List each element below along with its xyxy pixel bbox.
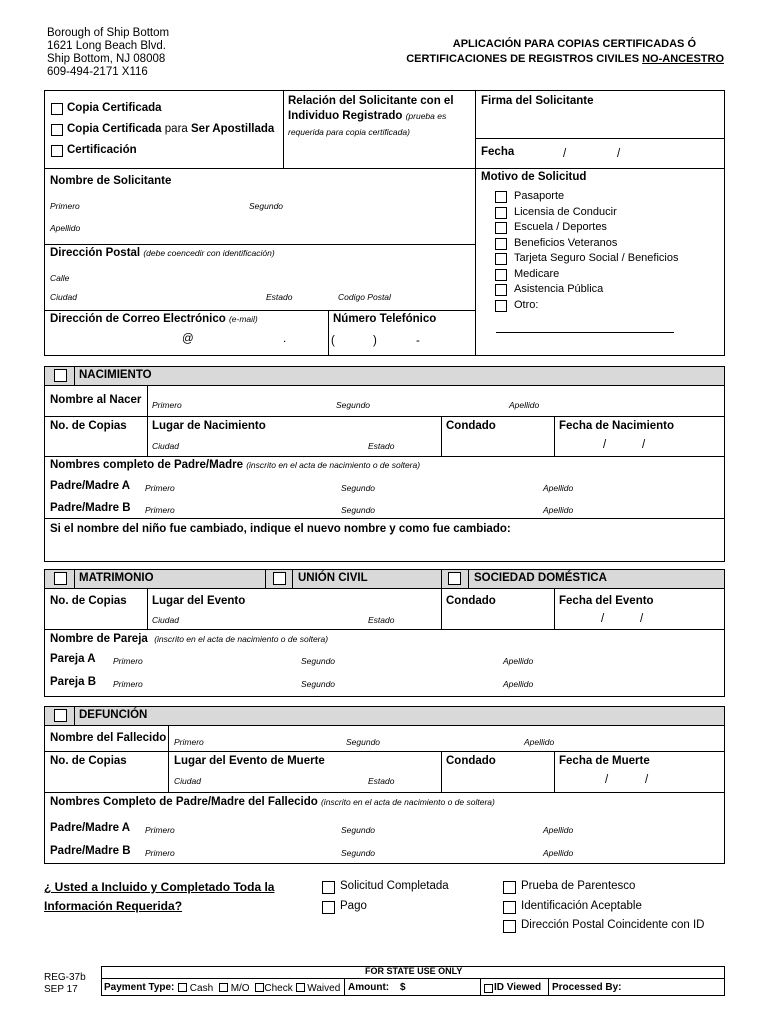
checklist-checkbox[interactable] xyxy=(322,881,335,894)
checklist-item: Solicitud Completada xyxy=(340,880,449,892)
union-civil-checkbox[interactable] xyxy=(273,572,286,585)
middle-name-hint: Segundo xyxy=(341,505,376,515)
reason-label-medicare: Medicare xyxy=(514,267,560,280)
office-address xyxy=(47,27,169,79)
postal-address-label-text: Dirección Postal xyxy=(50,247,141,259)
copia-certificada-checkbox[interactable] xyxy=(51,103,63,115)
parent-a-label: Padre/Madre A xyxy=(50,480,131,492)
divider xyxy=(44,244,475,245)
pair-label xyxy=(50,633,328,645)
phone-open: ( xyxy=(331,335,335,347)
first-name-hint: Primero xyxy=(174,737,204,747)
pair-b-label: Pareja B xyxy=(50,676,97,688)
date-separator: / xyxy=(617,148,621,160)
nacimiento-title: NACIMIENTO xyxy=(79,369,152,381)
address-line: Ship Bottom, NJ 08008 xyxy=(47,53,166,65)
middle-name-hint: Segundo xyxy=(341,848,376,858)
state-hint: Estado xyxy=(368,776,395,786)
divider xyxy=(44,310,475,311)
divider xyxy=(441,751,442,792)
form-title xyxy=(406,37,724,67)
divider xyxy=(475,168,725,169)
divider xyxy=(44,168,475,169)
checklist-item: Identificación Aceptable xyxy=(521,900,642,912)
divider xyxy=(283,90,284,168)
apostillada-label-c: Ser Apostillada xyxy=(191,123,275,135)
divider xyxy=(44,792,725,793)
processed-by-label: Processed By: xyxy=(552,982,622,993)
divider xyxy=(468,569,469,589)
reason-checkbox[interactable] xyxy=(495,222,507,234)
divider xyxy=(475,90,476,356)
state-use-title: FOR STATE USE ONLY xyxy=(365,966,463,976)
street-hint: Calle xyxy=(50,273,70,283)
id-viewed-checkbox[interactable] xyxy=(484,984,493,993)
death-date-label: Fecha de Muerte xyxy=(559,755,650,767)
middle-name-hint: Segundo xyxy=(341,483,376,493)
checklist-checkbox[interactable] xyxy=(503,901,516,914)
last-name-hint: Apellido xyxy=(503,679,534,689)
divider xyxy=(441,569,442,589)
divider xyxy=(101,978,725,979)
divider xyxy=(554,589,555,629)
waived-checkbox[interactable] xyxy=(296,983,305,992)
email-dot: . xyxy=(283,333,287,345)
relation-label-line2 xyxy=(288,110,446,122)
birth-parents-label xyxy=(50,459,420,471)
divider xyxy=(441,589,442,629)
reason-checkbox[interactable] xyxy=(495,207,507,219)
middle-name-hint: Segundo xyxy=(346,737,381,747)
middle-name-hint: Segundo xyxy=(301,679,336,689)
divider xyxy=(147,386,148,416)
apostillada-label-a: Copia Certificada xyxy=(67,123,162,135)
pair-label-text: Nombre de Pareja xyxy=(50,633,148,645)
id-viewed-label: ID Viewed xyxy=(494,982,542,993)
city-hint: Ciudad xyxy=(152,441,179,451)
city-hint: Ciudad xyxy=(174,776,201,786)
pay-waived-label: Waived xyxy=(307,983,341,994)
email-label-text: Dirección de Correo Electrónico xyxy=(50,313,226,325)
matrimonio-checkbox[interactable] xyxy=(54,572,67,585)
divider xyxy=(480,978,481,996)
reason-label-asistencia: Asistencia Pública xyxy=(514,283,604,295)
divider xyxy=(441,416,442,456)
divider xyxy=(548,978,549,996)
death-place-label: Lugar del Evento de Muerte xyxy=(174,755,325,767)
birth-parents-note: (inscrito en el acta de nacimiento o de soltera) xyxy=(246,460,421,470)
divider xyxy=(554,416,555,456)
postal-address-note: (debe coencedir con identificación) xyxy=(143,248,275,258)
sociedad-domestica-checkbox[interactable] xyxy=(448,572,461,585)
amount-symbol: $ xyxy=(400,982,406,993)
check-checkbox[interactable] xyxy=(255,983,264,992)
divider xyxy=(554,751,555,792)
first-name-hint: Primero xyxy=(145,825,175,835)
email-at: @ xyxy=(182,333,194,345)
payment-type-label: Payment Type: xyxy=(104,982,175,993)
form-title-line2 xyxy=(406,52,724,67)
death-parents-label xyxy=(50,796,495,808)
county-label: Condado xyxy=(446,595,496,607)
signature-label: Firma del Solicitante xyxy=(481,95,594,107)
checklist-checkbox[interactable] xyxy=(322,901,335,914)
certificacion-checkbox[interactable] xyxy=(51,145,63,157)
email-note: (e-mail) xyxy=(228,314,258,324)
amount-label: Amount: xyxy=(348,982,390,993)
relation-note-inline: (prueba es xyxy=(405,111,447,121)
reason-label-licensia: Licensia de Conducir xyxy=(514,205,617,218)
phone-label: Número Telefónico xyxy=(333,313,437,325)
reason-label-otro: Otro: xyxy=(514,298,539,311)
date-label: Fecha xyxy=(481,146,515,158)
state-hint: Estado xyxy=(266,292,293,302)
first-name-hint: Primero xyxy=(145,505,175,515)
address-line: 609-494-2171 X116 xyxy=(47,66,148,78)
county-label: Condado xyxy=(446,420,496,432)
death-parents-note: (inscrito en el acta de nacimiento o de soltera) xyxy=(320,797,495,807)
relation-label: Relación del Solicitante con el xyxy=(288,95,454,107)
middle-name-hint: Segundo xyxy=(336,400,371,410)
address-line: 1621 Long Beach Blvd. xyxy=(47,40,166,52)
reason-checkbox[interactable] xyxy=(495,253,507,265)
city-hint: Ciudad xyxy=(152,615,179,625)
middle-name-hint: Segundo xyxy=(301,656,336,666)
divider xyxy=(292,569,293,589)
form-title-line1: APLICACIÓN PARA COPIAS CERTIFICADAS Ó xyxy=(452,38,696,50)
nacimiento-checkbox[interactable] xyxy=(54,369,67,382)
form-code: REG-37b xyxy=(44,972,86,983)
copia-certificada-label: Copia Certificada xyxy=(67,102,162,114)
first-name-hint: Primero xyxy=(152,400,182,410)
form-title-underlined: NO-ANCESTRO xyxy=(642,53,724,65)
sociedad-domestica-title: SOCIEDAD DOMÉSTICA xyxy=(474,572,607,584)
defuncion-title: DEFUNCIÓN xyxy=(79,709,148,721)
divider xyxy=(147,416,148,456)
parent-b-label: Padre/Madre B xyxy=(50,502,131,514)
reason-checkbox[interactable] xyxy=(495,238,507,250)
divider xyxy=(44,456,725,457)
first-name-hint: Primero xyxy=(145,848,175,858)
checklist-question-line2: Información Requerida? xyxy=(44,899,183,913)
date-separator: / xyxy=(640,613,644,625)
reason-checkbox[interactable] xyxy=(495,284,507,296)
reason-label-veteranos: Beneficios Veteranos xyxy=(514,236,618,249)
first-name-hint: Primero xyxy=(113,656,143,666)
apostillada-label-b: para xyxy=(161,123,191,135)
date-separator: / xyxy=(601,613,605,625)
address-line: Borough of Ship Bottom xyxy=(47,27,170,39)
mo-checkbox[interactable] xyxy=(219,983,228,992)
last-name-hint: Apellido xyxy=(543,505,574,515)
reason-label-escuela: Escuela / Deportes xyxy=(514,221,607,233)
birth-place-label: Lugar de Nacimiento xyxy=(152,420,266,432)
divider xyxy=(265,569,266,589)
divider xyxy=(44,751,725,752)
relation-label-line2-text: Individuo Registrado xyxy=(288,110,403,122)
checklist-item: Pago xyxy=(340,900,367,912)
divider xyxy=(74,569,75,589)
death-parents-label-text: Nombres Completo de Padre/Madre del Fallecido xyxy=(50,796,318,808)
phone-close: ) xyxy=(373,335,377,347)
divider xyxy=(328,310,329,356)
state-hint: Estado xyxy=(368,441,395,451)
parent-a-label: Padre/Madre A xyxy=(50,822,131,834)
pair-note: (inscrito en el acta de nacimiento o de soltera) xyxy=(154,634,329,644)
event-date-label: Fecha del Evento xyxy=(559,595,654,607)
date-separator: / xyxy=(642,439,646,451)
birth-date-label: Fecha de Nacimiento xyxy=(559,420,675,432)
last-name-hint: Apellido xyxy=(543,483,574,493)
reason-label: Motivo de Solicitud xyxy=(481,171,587,183)
last-name-hint: Apellido xyxy=(503,656,534,666)
date-separator: / xyxy=(605,774,609,786)
birth-parents-label-text: Nombres completo de Padre/Madre xyxy=(50,459,243,471)
first-name-hint: Primero xyxy=(113,679,143,689)
checklist-item: Dirección Postal Coincidente con ID xyxy=(521,919,705,931)
birth-name-label: Nombre al Nacer xyxy=(50,394,142,406)
checklist-checkbox[interactable] xyxy=(503,881,516,894)
divider xyxy=(44,629,725,630)
reason-checkbox[interactable] xyxy=(495,269,507,281)
pair-a-label: Pareja A xyxy=(50,653,96,665)
pay-mo-label: M/O xyxy=(230,983,250,994)
copies-label: No. de Copias xyxy=(50,755,127,767)
reason-label-seguro-social: Tarjeta Seguro Social / Beneficios xyxy=(514,252,679,264)
last-name-hint: Apellido xyxy=(543,825,574,835)
zip-hint: Codigo Postal xyxy=(338,292,391,302)
date-separator: / xyxy=(603,439,607,451)
checklist-question: ¿ Usted a Incluido y Completado Toda la xyxy=(44,880,275,894)
first-name-hint: Primero xyxy=(145,483,175,493)
last-name-hint: Apellido xyxy=(509,400,540,410)
phone-dash: - xyxy=(416,335,420,347)
divider xyxy=(168,726,169,792)
middle-name-hint: Segundo xyxy=(341,825,376,835)
pay-cash-label: Cash xyxy=(189,983,214,994)
pay-check-label: Check xyxy=(264,983,293,994)
divider xyxy=(475,138,725,139)
matrimonio-title: MATRIMONIO xyxy=(79,572,154,584)
name-changed-label: Si el nombre del niño fue cambiado, indique el nuevo nombre y como fue cambiado: xyxy=(50,523,511,535)
state-hint: Estado xyxy=(368,615,395,625)
certificacion-label: Certificación xyxy=(67,144,137,156)
divider xyxy=(147,589,148,629)
form-date: SEP 17 xyxy=(44,984,78,995)
checklist-item: Prueba de Parentesco xyxy=(521,880,636,892)
form-title-prefix: CERTIFICACIONES DE REGISTROS CIVILES xyxy=(406,53,643,65)
middle-name-hint: Segundo xyxy=(249,201,284,211)
defuncion-checkbox[interactable] xyxy=(54,709,67,722)
reason-checkbox[interactable] xyxy=(495,191,507,203)
county-label: Condado xyxy=(446,755,496,767)
relation-note: requerida para copia certificada) xyxy=(288,127,410,137)
last-name-hint: Apellido xyxy=(50,223,81,233)
divider xyxy=(44,518,725,519)
cash-checkbox[interactable] xyxy=(178,983,187,992)
reason-label-pasaporte: Pasaporte xyxy=(514,190,565,202)
last-name-hint: Apellido xyxy=(524,737,555,747)
event-place-label: Lugar del Evento xyxy=(152,595,246,607)
first-name-hint: Primero xyxy=(50,201,80,211)
divider xyxy=(344,978,345,996)
apostillada-label xyxy=(67,123,274,135)
copies-label: No. de Copias xyxy=(50,420,127,432)
parent-b-label: Padre/Madre B xyxy=(50,845,131,857)
union-civil-title: UNIÓN CIVIL xyxy=(298,572,368,584)
checklist-checkbox[interactable] xyxy=(503,920,516,933)
date-separator: / xyxy=(645,774,649,786)
apostillada-checkbox[interactable] xyxy=(51,124,63,136)
email-label xyxy=(50,313,258,325)
city-hint: Ciudad xyxy=(50,292,77,302)
copies-label: No. de Copias xyxy=(50,595,127,607)
deceased-name-label: Nombre del Fallecido xyxy=(50,732,167,744)
divider xyxy=(74,366,75,386)
reason-checkbox[interactable] xyxy=(495,300,507,312)
applicant-name-label: Nombre de Solicitante xyxy=(50,175,172,187)
otro-line xyxy=(496,332,674,333)
date-separator: / xyxy=(563,148,567,160)
last-name-hint: Apellido xyxy=(543,848,574,858)
divider xyxy=(74,706,75,726)
postal-address-label xyxy=(50,247,275,259)
payment-options xyxy=(178,982,340,994)
